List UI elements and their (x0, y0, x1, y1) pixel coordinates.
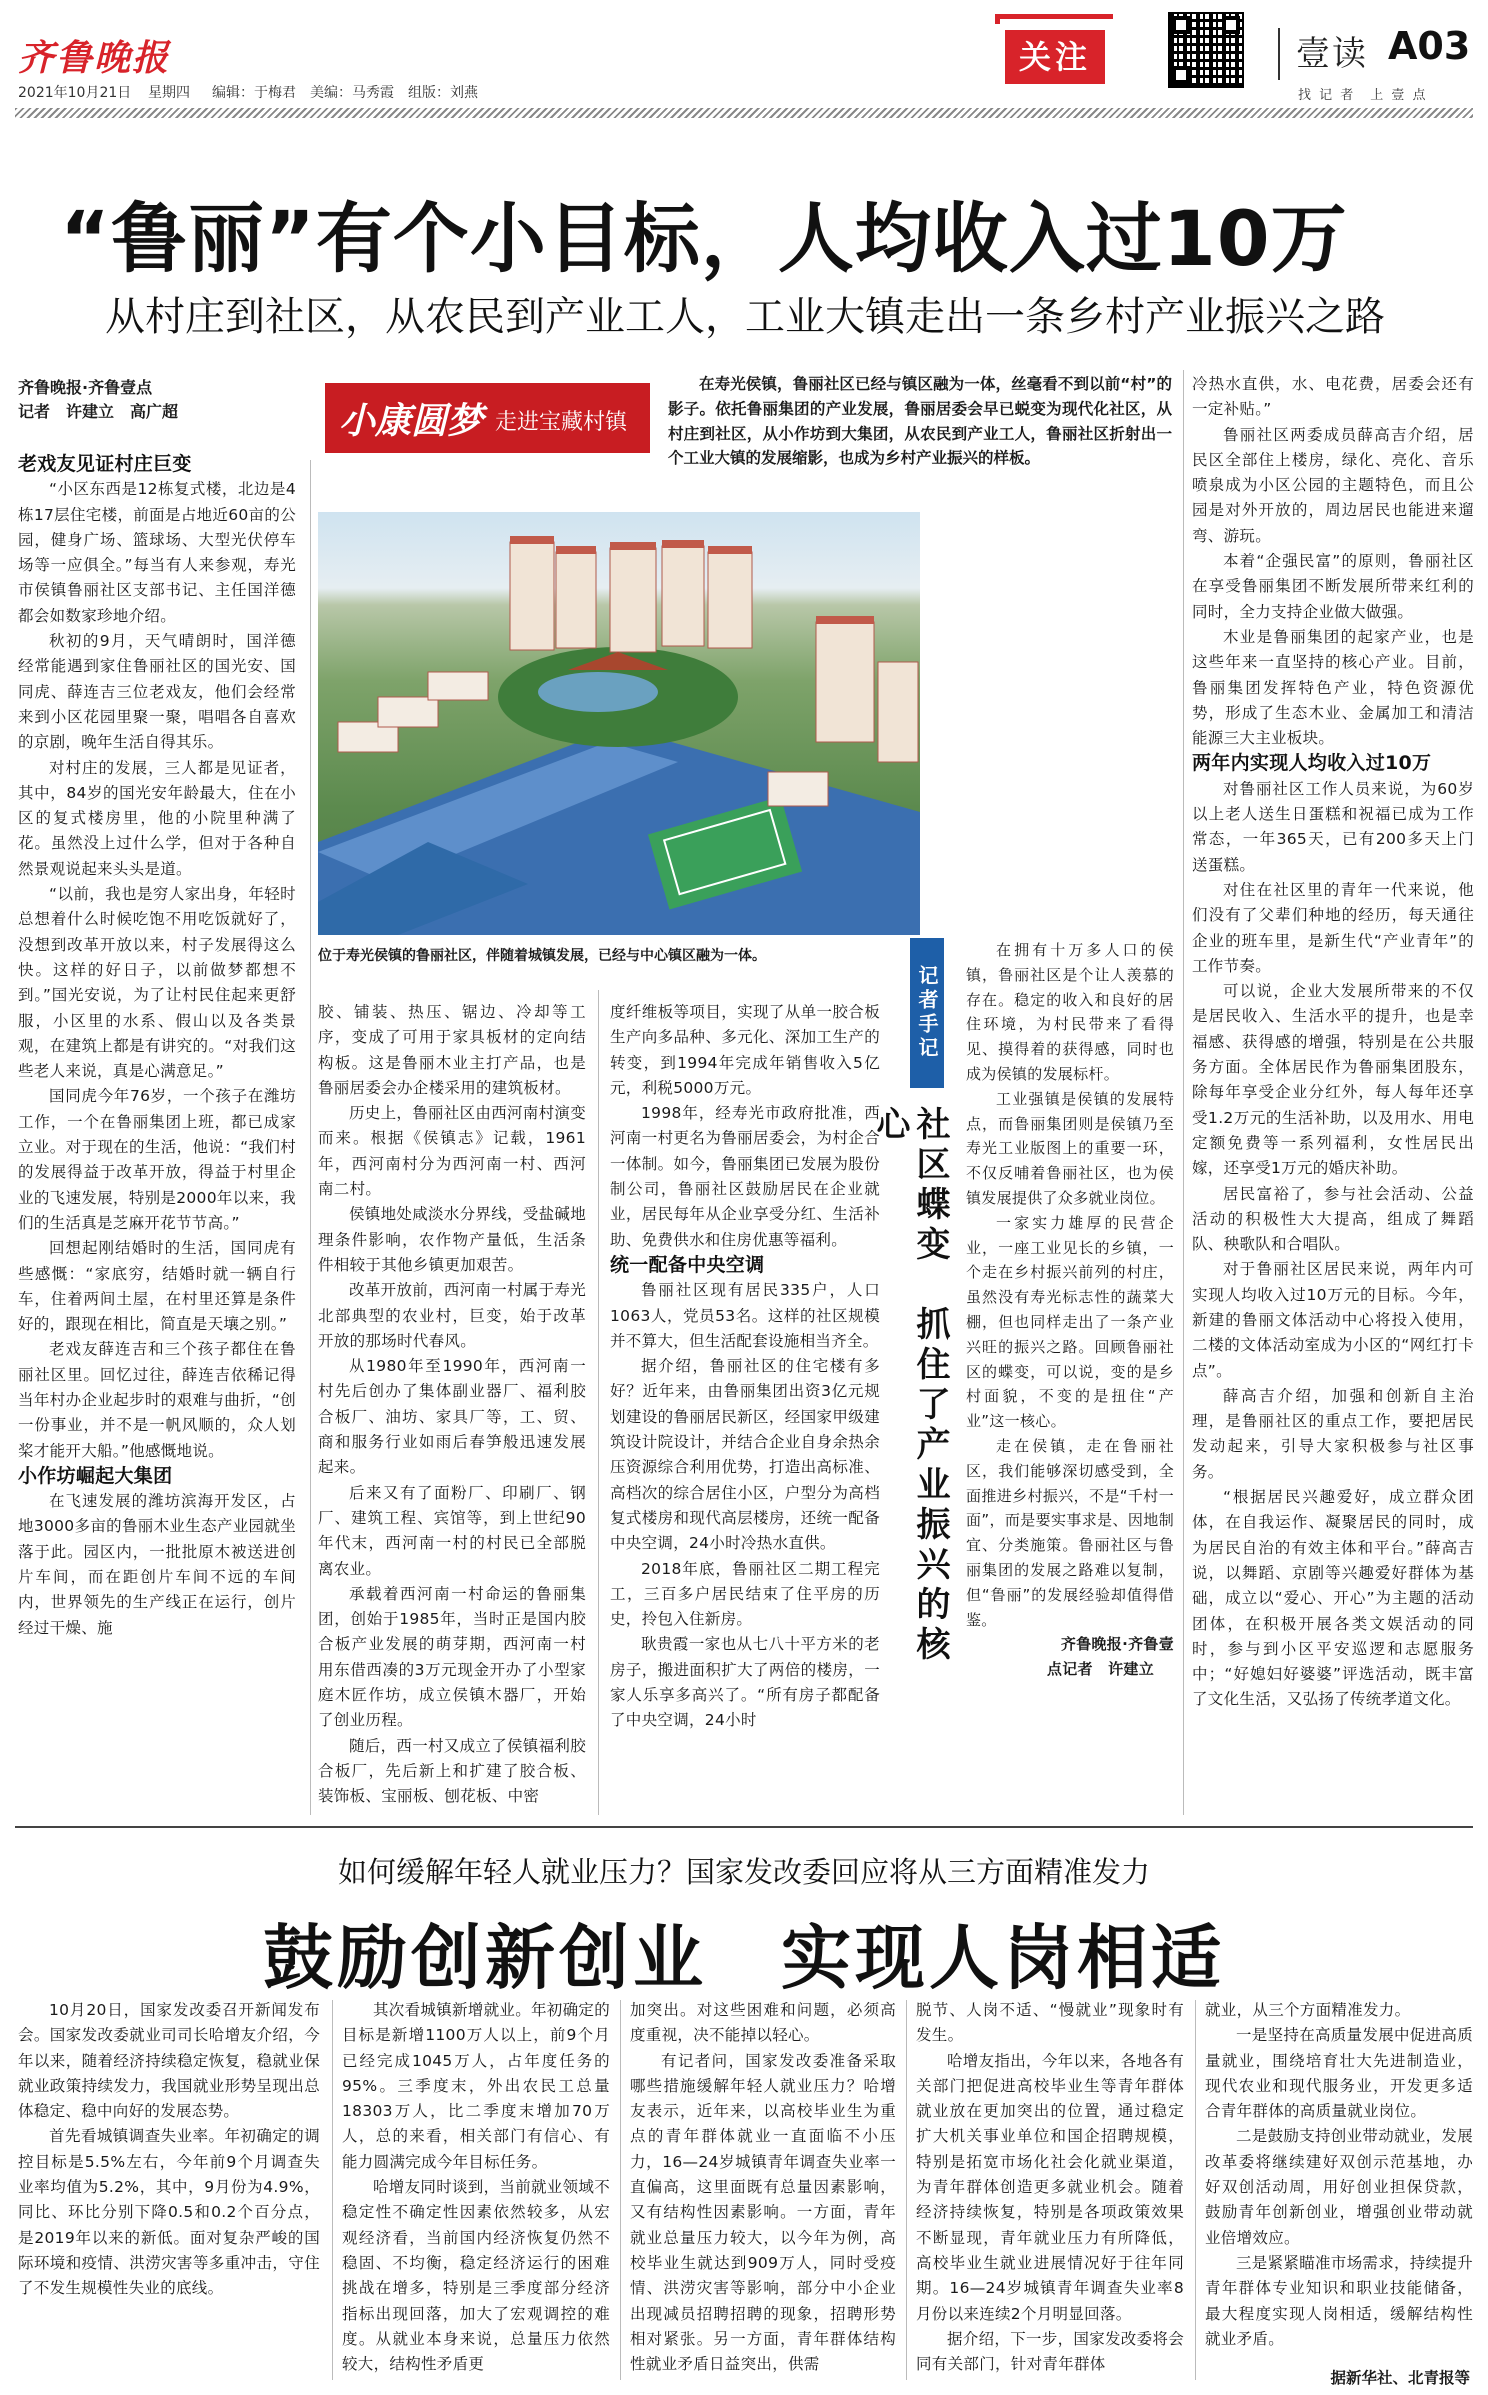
section-slogan: 找 记 者 上 壹 点 (1298, 88, 1428, 103)
article1-lead: 在寿光侯镇，鲁丽社区已经与镇区融为一体，丝毫看不到以前“村”的影子。依托鲁丽集团的产业发展，鲁丽居委会早已蜕变为现代化社区，从村庄到社区，从小作坊到大集团，从农民到产业工人，鲁丽社区折射出一个工业大镇的发展缩影，也成为乡村产业振兴的样板。 (668, 375, 1172, 468)
masthead-editors: 编辑：于梅君 美编：马秀霞 组版：刘燕 (212, 85, 478, 101)
subhead-workshop: 小作坊崛起大集团 (18, 1464, 173, 1487)
photo-caption: 位于寿光侯镇的鲁丽社区，伴随着城镇发展，已经与中心镇区融为一体。 (318, 948, 766, 964)
commentary-label: 记者手记 (910, 938, 944, 1088)
article1-column-2: 胶、铺装、热压、锯边、冷却等工序，变成了可用于家具板材的定向结构板。这是鲁丽木业主打产品，也是鲁丽居委会办企楼采用的建筑板材。 历史上，鲁丽社区由西河南村演变而来。根据《侯镇志》记载，1961年，西河南村分为西河南一村、西河南二村。 侯镇地处咸淡水分界线，受盐碱地理条件影响，农作物产量低，生活条件相较于其他乡镇更加艰苦。 改革开放前，西河南一村属于寿光北部典型的农业村，巨变，始于改革开放的那场时代春风。 从1980年至1990年，西河南一村先后创办了集体副业器厂、福利胶合板厂、油坊、家具厂等，工、贸、商和服务行业如雨后春笋般迅速发展起来。 后来又有了面粉厂、印刷厂、钢厂、建筑工程、宾馆等，到上世纪90年代末，西河南一村的村民已全部脱离农业。 承载着西河南一村命运的鲁丽集团，创始于1985年，当时正是国内胶合板产业发展的萌芽期，西河南一村用东借西凑的3万元现金开办了小型家庭木匠作坊，成立侯镇木器厂，开始了创业历程。 随后，西一村又成立了侯镇福利胶合板厂，先后新上和扩建了胶合板、装饰板、宝丽板、刨花板、中密 (318, 1003, 586, 1806)
article2-source: 据新华社、北青报等 (1330, 2369, 1470, 2387)
section-name: 壹读 (1296, 34, 1368, 74)
article2-column-1: 10月20日，国家发改委召开新闻发布会。国家发改委就业司司长哈增友介绍，今年以来，随着经济持续稳定恢复，稳就业保就业政策持续发力，我国就业形势呈现出总体稳定、稳中向好的发展态势。 首先看城镇调查失业率。年初确定的调控目标是5.5%左右，今年前9个月调查失业率均值为5.2%，其中，9月份为4.9%，同比、环比分别下降0.5和0.2个百分点，是2019年以来的新低。面对复杂严峻的国际环境和疫情、洪涝灾害等多重冲击，守住了不发生规模性失业的底线。 (18, 2001, 320, 2298)
article2-column-2: 其次看城镇新增就业。年初确定的目标是新增1100万人以上，前9个月已经完成1045万人，占年度任务的95%。三季度末，外出农民工总量18303万人，比二季度末增加70万人，总的来看，相关部门有信心、有能力圆满完成今年目标任务。 哈增友同时谈到，当前就业领域不稳定性不确定性因素依然较多，从宏观经济看，当前国内经济恢复仍然不稳固、不均衡，稳定经济运行的困难挑战在增多，特别是三季度部分经济指标出现回落，加大了宏观调控的难度。从就业本身来说，总量压力依然较大，结构性矛盾更 (342, 2001, 610, 2374)
masthead-date: 2021年10月21日 (18, 85, 132, 101)
article2-kicker: 如何缓解年轻人就业压力？国家发改委回应将从三方面精准发力 (337, 1855, 1150, 1889)
byline-reporters: 记者 许建立 高广超 (18, 402, 179, 421)
masthead-logo: 齐鲁晚报 (18, 37, 171, 79)
masthead-rule (15, 108, 1473, 118)
article1-headline: “鲁丽”有个小目标，人均收入过10万 (60, 194, 1348, 283)
column-banner-main: 小康圆梦 (339, 400, 484, 442)
masthead-weekday: 星期四 (148, 85, 190, 101)
article1-column-3: 度纤维板等项目，实现了从单一胶合板生产向多品种、多元化、深加工生产的转变，到1994年完成年销售收入5亿元，利税5000万元。 1998年，经寿光市政府批准，西河南一村更名为鲁丽居委会，为村企合一体制。如今，鲁丽集团已发展为股份制公司，鲁丽社区鼓励居民在企业就业，居民每年从企业享受分红、生活补助、免费供水和住房优惠等福利。 统一配备中央空调 鲁丽社区现有居民335户，人口1063人，党员53名。这样的社区规模并不算大，但生活配套设施相当齐全。 据介绍，鲁丽社区的住宅楼有多好？近年来，由鲁丽集团出资3亿元规划建设的鲁丽居民新区，经国家甲级建筑设计院设计，并结合企业自身余热余压资源综合利用优势，打造出高标准、高档次的综合居住小区，户型分为高档复式楼房和现代高层楼房，还统一配备中央空调，24小时冷热水直供。 2018年底，鲁丽社区二期工程完工，三百多户居民结束了住平房的历史，拎包入住新房。 耿贵霞一家也从七八十平方米的老房子，搬进面积扩大了两倍的楼房，一家人乐享多高兴了。“所有房子都配备了中央空调，24小时 (610, 1003, 880, 1730)
subhead-old-friends: 老戏友见证村庄巨变 (18, 453, 192, 475)
commentary-title: 社区蝶变 抓住了产业振兴的核心 (870, 1106, 950, 1666)
community-photo (318, 512, 920, 935)
focus-badge (995, 14, 1113, 92)
article2-column-4: 脱节、人岗不适、“慢就业”现象时有发生。 哈增友指出，今年以来，各地各有关部门把促进高校毕业生等青年群体就业放在更加突出的位置，通过稳定扩大机关事业单位和国企招聘规模，特别是拓宽市场化社会化就业渠道，为青年群体创造更多就业机会。随着经济持续恢复，特别是各项政策效果不断显现，青年就业压力有所降低，高校毕业生就业进展情况好于往年同期。16—24岁城镇青年调查失业率8月份以来连续2个月明显回落。 据介绍，下一步，国家发改委将会同有关部门，针对青年群体 (916, 2001, 1184, 2374)
article2-headline: 鼓励创新创业 实现人岗相适 (263, 1917, 1225, 1999)
article2-column-5: 就业，从三个方面精准发力。 一是坚持在高质量发展中促进高质量就业，围绕培育壮大先进制造业，现代农业和现代服务业，开发更多适合青年群体的高质量就业岗位。 二是鼓励支持创业带动就业，发展改革委将继续建好双创示范基地，办好双创活动周，用好创业担保贷款，鼓励青年创新创业，增强创业带动就业倍增效应。 三是紧紧瞄准市场需求，持续提升青年群体专业知识和职业技能储备，最大程度实现人岗相适，缓解结构性就业矛盾。 (1205, 2001, 1473, 2348)
column-banner-sub: 走进宝藏村镇 (495, 410, 628, 435)
subhead-income-goal: 两年内实现人均收入过10万 (1192, 752, 1432, 775)
subhead-air-conditioning: 统一配备中央空调 (610, 1253, 765, 1276)
article1-column-1: 老戏友见证村庄巨变 “小区东西是12栋复式楼，北边是4栋17层住宅楼，前面是占地近60亩的公园，健身广场、篮球场、大型光伏停车场等一应俱全。”每当有人来参观，寿光市侯镇鲁丽社区支部书记、主任国洋德都会如数家珍地介绍。 秋初的9月，天气晴朗时，国洋德经常能遇到家住鲁丽社区的国光安、国同虎、薛连吉三位老戏友，他们会经常来到小区花园里聚一聚，唱唱各自喜欢的京剧，晚年生活自得其乐。 对村庄的发展，三人都是见证者，其中，84岁的国光安年龄最大，住在小区的复式楼房里，他的小院里种满了花。虽然没上过什么学，但对于各种自然景观说起来头头是道。 “以前，我也是穷人家出身，年轻时总想着什么时候吃饱不用吃饭就好了，没想到改革开放以来，村子发展得这么快。这样的好日子，以前做梦都想不到。”国光安说，为了让村民住起来更舒服，小区里的水系、假山以及各类景观，在建筑上都是有讲究的。“对我们这些老人来说，真是心满意足。” 国同虎今年76岁，一个孩子在潍坊工作，一个在鲁丽集团上班，都已成家立业。对于现在的生活，他说：“我们村的发展得益于改革开放，得益于村里企业的飞速发展，特别是2000年以来，我们的生活真是芝麻开花节节高。” 回想起刚结婚时的生活，国同虎有些感慨：“家底穷，结婚时就一辆自行车，住着两间土屋，在村里还算是条件好的，跟现在相比，简直是天壤之别。” 老戏友薛连吉和三个孩子都住在鲁丽社区里。回忆过往，薛连吉依稀记得当年村办企业起步时的艰难与曲折，“创一份事业，并不是一帆风顺的，众人划桨才能开大船。”他感慨地说。 小作坊崛起大集团 在飞速发展的潍坊滨海开发区，占地3000多亩的鲁丽木业生态产业园就坐落于此。园区内，一批批原木被送进创片车间，而在距创片车间不远的车间内，世界领先的生产线正在运行，创片经过干燥、施 (18, 453, 296, 1637)
article2-column-3: 加突出。对这些困难和问题，必须高度重视，决不能掉以轻心。 有记者问，国家发改委准备采取哪些措施缓解年轻人就业压力？哈增友表示，近年来，以高校毕业生为重点的青年群体就业一直面临不小压力，16—24岁城镇青年调查失业率一直偏高，这里面既有总量因素影响，又有结构性因素影响。一方面，青年就业总量压力较大，以今年为例，高校毕业生就达到909万人，同时受疫情、洪涝灾害等影响，部分中小企业出现减员招聘招聘的现象，招聘形势相对紧张。另一方面，青年群体结构性就业矛盾日益突出，供需 (630, 2001, 896, 2374)
focus-label: 关注 (1005, 30, 1105, 84)
column-banner (325, 383, 650, 453)
community-photo-illustration (318, 512, 920, 935)
commentary-box (870, 938, 1175, 1816)
article1-subheadline: 从村庄到社区，从农民到产业工人，工业大镇走出一条乡村产业振兴之路 (105, 294, 1385, 340)
article1-column-5: 冷热水直供，水、电花费，居委会还有一定补贴。” 鲁丽社区两委成员薛高吉介绍，居民区全部住上楼房，绿化、亮化、音乐喷泉成为小区公园的主题特色，而且公园是对外开放的，周边居民也能进来遛弯、游玩。 本着“企强民富”的原则，鲁丽社区在享受鲁丽集团不断发展所带来红利的同时，全力支持企业做大做强。 木业是鲁丽集团的起家产业，也是这些年来一直坚持的核心产业。目前，鲁丽集团发挥特色产业，特色资源优势，形成了生态木业、金属加工和清洁能源三大主业板块。 两年内实现人均收入过10万 对鲁丽社区工作人员来说，为60岁以上老人送生日蛋糕和祝福已成为工作常态，一年365天，已有200多天上门送蛋糕。 对住在社区里的青年一代来说，他们没有了父辈们种地的经历，每天通往企业的班车里，是新生代“产业青年”的工作节奏。 可以说，企业大发展所带来的不仅是居民收入、生活水平的提升，也是幸福感、获得感的增强，特别是在公共服务方面。全体居民作为鲁丽集团股东，除每年享受企业分红外，每人每年还享受1.2万元的生活补助，以及用水、用电定额免费等一系列福利，女性居民出嫁，还享受1万元的婚庆补助。 居民富裕了，参与社会活动、公益活动的积极性大大提高，组成了舞蹈队、秧歌队和合唱队。 对于鲁丽社区居民来说，两年内可实现人均收入过10万元的目标。今年，新建的鲁丽文体活动中心将投入使用，二楼的文体活动室成为小区的“网红打卡点”。 薛高吉介绍，加强和创新自主治理，是鲁丽社区的重点工作，要把居民发动起来，引导大家积极参与社区事务。 “根据居民兴趣爱好，成立群众团体，在自我运作、凝聚居民的同时，成为居民自治的有效主体和平台。”薛高吉说，以舞蹈、京剧等兴趣爱好群体为基础，成立以“爱心、开心”为主题的活动团体，在积极开展各类文娱活动的同时，参与到小区平安巡逻和志愿服务中；“好媳妇好婆婆”评选活动，既丰富了文化生活，又弘扬了传统孝道文化。 (1192, 375, 1474, 1709)
section-divider (1278, 28, 1280, 80)
byline-source: 齐鲁晚报·齐鲁壹点 (18, 378, 153, 397)
article-separator (15, 1826, 1473, 1828)
qr-code[interactable] (1168, 12, 1244, 88)
commentary-body: 在拥有十万多人口的侯镇，鲁丽社区是个让人羡慕的存在。稳定的收入和良好的居住环境，为村民带来了看得见、摸得着的获得感，同时也成为侯镇的发展标杆。 工业强镇是侯镇的发展特点，而鲁丽集团则是侯镇乃至寿光工业版图上的重要一环，不仅反哺着鲁丽社区，也为侯镇发展提供了众多就业岗位。 一家实力雄厚的民营企业，一座工业见长的乡镇，一个走在乡村振兴前列的村庄，虽然没有寿光标志性的蔬菜大棚，但也同样走出了一条产业兴旺的振兴之路。回顾鲁丽社区的蝶变，可以说，变的是乡村面貌，不变的是扭住“产业”这一核心。 走在侯镇，走在鲁丽社区，我们能够深切感受到，全面推进乡村振兴，不是“千村一面”，而是要实事求是、因地制宜、分类施策。鲁丽社区与鲁丽集团的发展之路难以复制，但“鲁丽”的发展经验却值得借鉴。 齐鲁晚报·齐鲁壹 点记者 许建立 (966, 941, 1174, 1679)
page-number: A03 (1388, 24, 1471, 68)
